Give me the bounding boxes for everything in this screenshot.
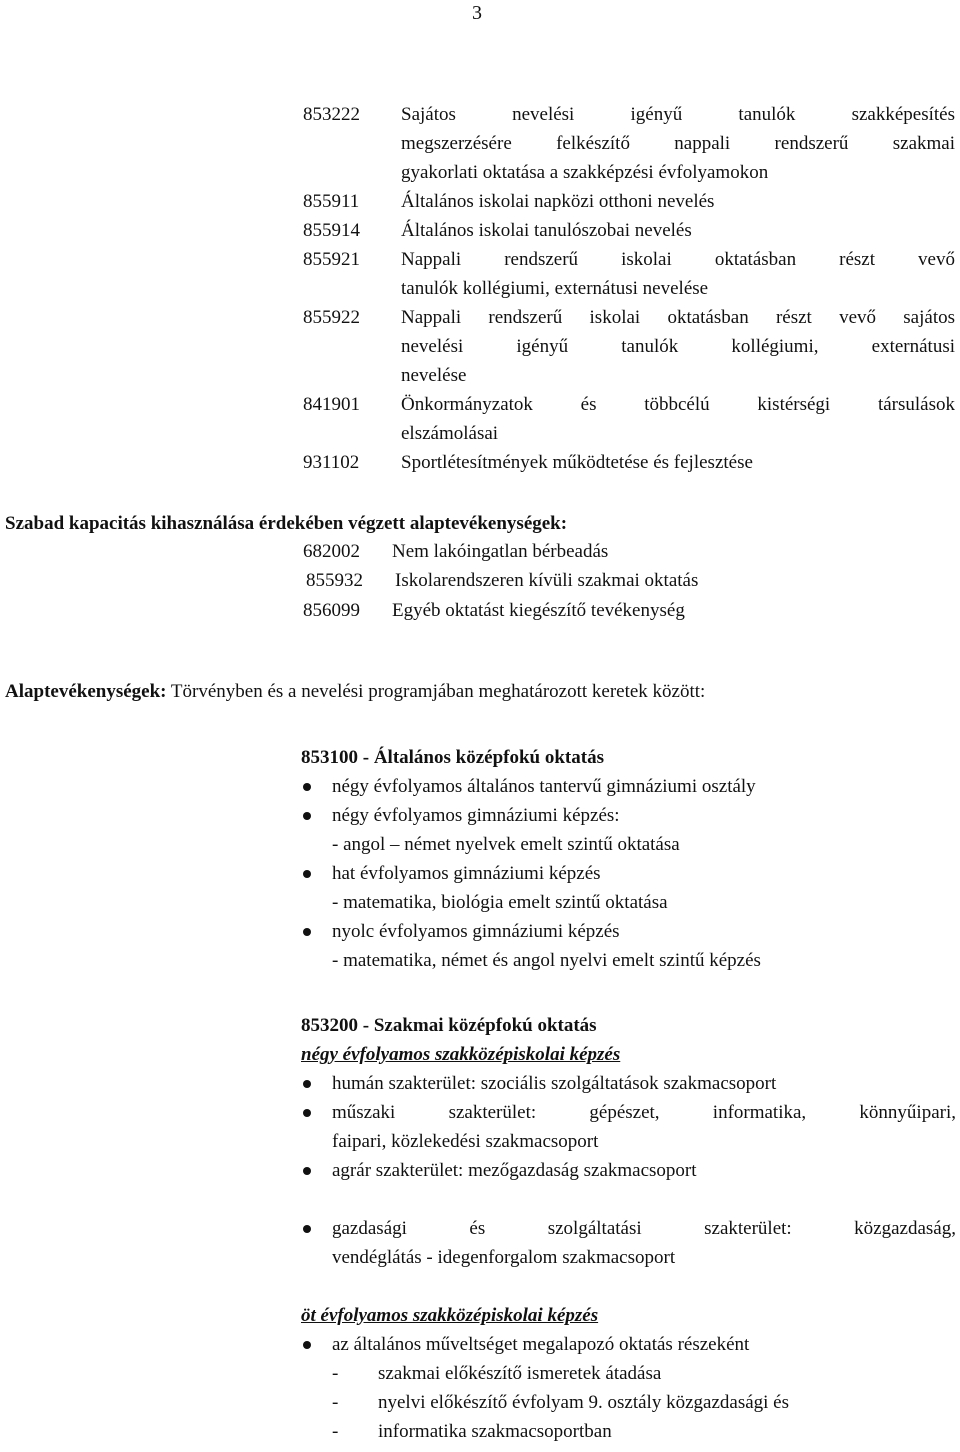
bullet-subline: - angol – német nyelvek emelt szintű oktatása: [332, 834, 680, 855]
capacity-item: [303, 537, 698, 566]
activity-code: 855911: [303, 191, 360, 212]
activity-description: [401, 303, 955, 390]
code-row-855921: [303, 245, 955, 303]
bullet-line: gazdasági és szolgáltatási szakterület: közgazdaság,: [332, 1218, 956, 1239]
capacity-code: 856099: [303, 599, 360, 621]
bullet-icon: [301, 1156, 332, 1185]
capacity-text: Nem lakóingatlan bérbeadás: [392, 541, 609, 562]
capacity-code: 855932: [306, 570, 363, 592]
bullet-text: az általános műveltséget megalapozó oktatás részeként: [332, 1334, 750, 1355]
code-row-931102: [303, 448, 955, 477]
vocational-secondary-title: 853200 - Szakmai középfokú oktatás: [301, 1015, 597, 1036]
capacity-text: Iskolarendszeren kívüli szakmai oktatás: [395, 570, 699, 592]
bullet-text: [332, 1214, 956, 1272]
code-row-841901: [303, 390, 955, 448]
description-line: Nappali rendszerű iskolai oktatásban részt vevő: [401, 249, 955, 270]
bullet-item: [301, 772, 956, 801]
activity-description: [401, 245, 955, 303]
general-secondary-block: [301, 743, 956, 975]
activity-code: 931102: [303, 452, 360, 473]
description-line: Sajátos nevelési igényű tanulók szakképesítés: [401, 104, 955, 125]
activity-code: 853222: [303, 104, 360, 125]
dash-item: [301, 1417, 956, 1446]
code-row-855922: [303, 303, 955, 390]
description-line: tanulók kollégiumi, externátusi nevelése: [401, 278, 709, 299]
bullet-item: [301, 801, 956, 830]
bullet-text: agrár szakterület: mezőgazdaság szakmacsoport: [332, 1160, 697, 1181]
capacity-list: [303, 537, 698, 625]
bullet-item: [301, 1069, 956, 1098]
bullet-line: műszaki szakterület: gépészet, informatika, könnyűipari,: [332, 1102, 956, 1123]
page-number: 3: [472, 2, 482, 24]
bullet-line: faipari, közlekedési szakmacsoport: [332, 1131, 599, 1152]
bullet-icon: [301, 859, 332, 888]
capacity-text: Egyéb oktatást kiegészítő tevékenység: [392, 599, 685, 621]
core-activities-text: Törvényben és a nevelési programjában meghatározott keretek között:: [166, 681, 706, 702]
activity-code: 855914: [303, 220, 360, 241]
spacer: [301, 1272, 956, 1301]
dash-text: nyelvi előkészítő évfolyam 9. osztály közgazdasági és: [378, 1392, 790, 1413]
four-year-subtitle: négy évfolyamos szakközépiskolai képzés: [301, 1044, 621, 1065]
bullet-item: [301, 859, 956, 888]
bullet-text: humán szakterület: szociális szolgáltatások szakmacsoport: [332, 1073, 777, 1094]
spacer: [301, 1185, 956, 1214]
dash-item: [301, 1388, 956, 1417]
bullet-icon: [301, 1214, 332, 1243]
activity-code: 841901: [303, 394, 360, 415]
bullet-item: [301, 917, 956, 946]
bullet-text: nyolc évfolyamos gimnáziumi képzés: [332, 921, 620, 942]
core-activities-line: [5, 677, 705, 706]
bullet-text: hat évfolyamos gimnáziumi képzés: [332, 863, 601, 884]
description-line: megszerzésére felkészítő nappali rendszerű szakmai: [401, 133, 955, 154]
activity-description: Sportlétesítmények működtetése és fejlesztése: [401, 452, 753, 473]
bullet-line: vendéglátás - idegenforgalom szakmacsoport: [332, 1247, 676, 1268]
bullet-icon: [301, 1330, 332, 1359]
activity-description: [401, 100, 955, 187]
bullet-icon: [301, 1069, 332, 1098]
code-row-855914: [303, 216, 955, 245]
bullet-item: [301, 1098, 956, 1156]
core-activities-label: Alaptevékenységek:: [5, 681, 167, 702]
bullet-text: [332, 1098, 956, 1156]
code-row-853222: [303, 100, 955, 187]
bullet-icon: [301, 1098, 332, 1127]
dash-marker: -: [332, 1392, 339, 1413]
activity-code: 855921: [303, 249, 360, 270]
bullet-text: négy évfolyamos gimnáziumi képzés:: [332, 805, 620, 826]
five-year-subtitle: öt évfolyamos szakközépiskolai képzés: [301, 1305, 599, 1326]
description-line: Nappali rendszerű iskolai oktatásban részt vevő sajátos: [401, 307, 955, 328]
capacity-item: [303, 596, 698, 625]
description-line: nevelése: [401, 365, 467, 386]
description-line: nevelési igényű tanulók kollégiumi, externátusi: [401, 336, 955, 357]
description-line: elszámolásai: [401, 423, 499, 444]
bullet-item: [301, 1330, 956, 1359]
bullet-subline: - matematika, biológia emelt szintű oktatása: [332, 892, 668, 913]
dash-marker: -: [332, 1363, 339, 1384]
description-line: gyakorlati oktatása a szakképzési évfolyamokon: [401, 162, 769, 183]
general-secondary-title: 853100 - Általános középfokú oktatás: [301, 747, 604, 768]
code-row-855911: [303, 187, 955, 216]
capacity-code: 682002: [303, 541, 360, 562]
dash-text: informatika szakmacsoportban: [378, 1421, 612, 1442]
capacity-item: [303, 566, 698, 595]
activity-description: Általános iskolai napközi otthoni nevelés: [401, 191, 715, 212]
bullet-item: [301, 1156, 956, 1185]
dash-marker: -: [332, 1421, 339, 1442]
bullet-subline: - matematika, német és angol nyelvi emelt szintű képzés: [332, 950, 761, 971]
dash-text: szakmai előkészítő ismeretek átadása: [378, 1363, 662, 1384]
bullet-text: négy évfolyamos általános tantervű gimnáziumi osztály: [332, 776, 756, 797]
bullet-icon: [301, 917, 332, 946]
activity-code-list: [303, 100, 955, 477]
capacity-heading: Szabad kapacitás kihasználása érdekében végzett alaptevékenységek:: [5, 513, 568, 534]
activity-description: [401, 390, 955, 448]
activity-description: Általános iskolai tanulószobai nevelés: [401, 220, 692, 241]
bullet-icon: [301, 772, 332, 801]
activity-code: 855922: [303, 307, 360, 328]
vocational-secondary-block: [301, 1011, 956, 1446]
bullet-item: [301, 1214, 956, 1272]
dash-item: [301, 1359, 956, 1388]
bullet-icon: [301, 801, 332, 830]
description-line: Önkormányzatok és többcélú kistérségi társulások: [401, 394, 955, 415]
